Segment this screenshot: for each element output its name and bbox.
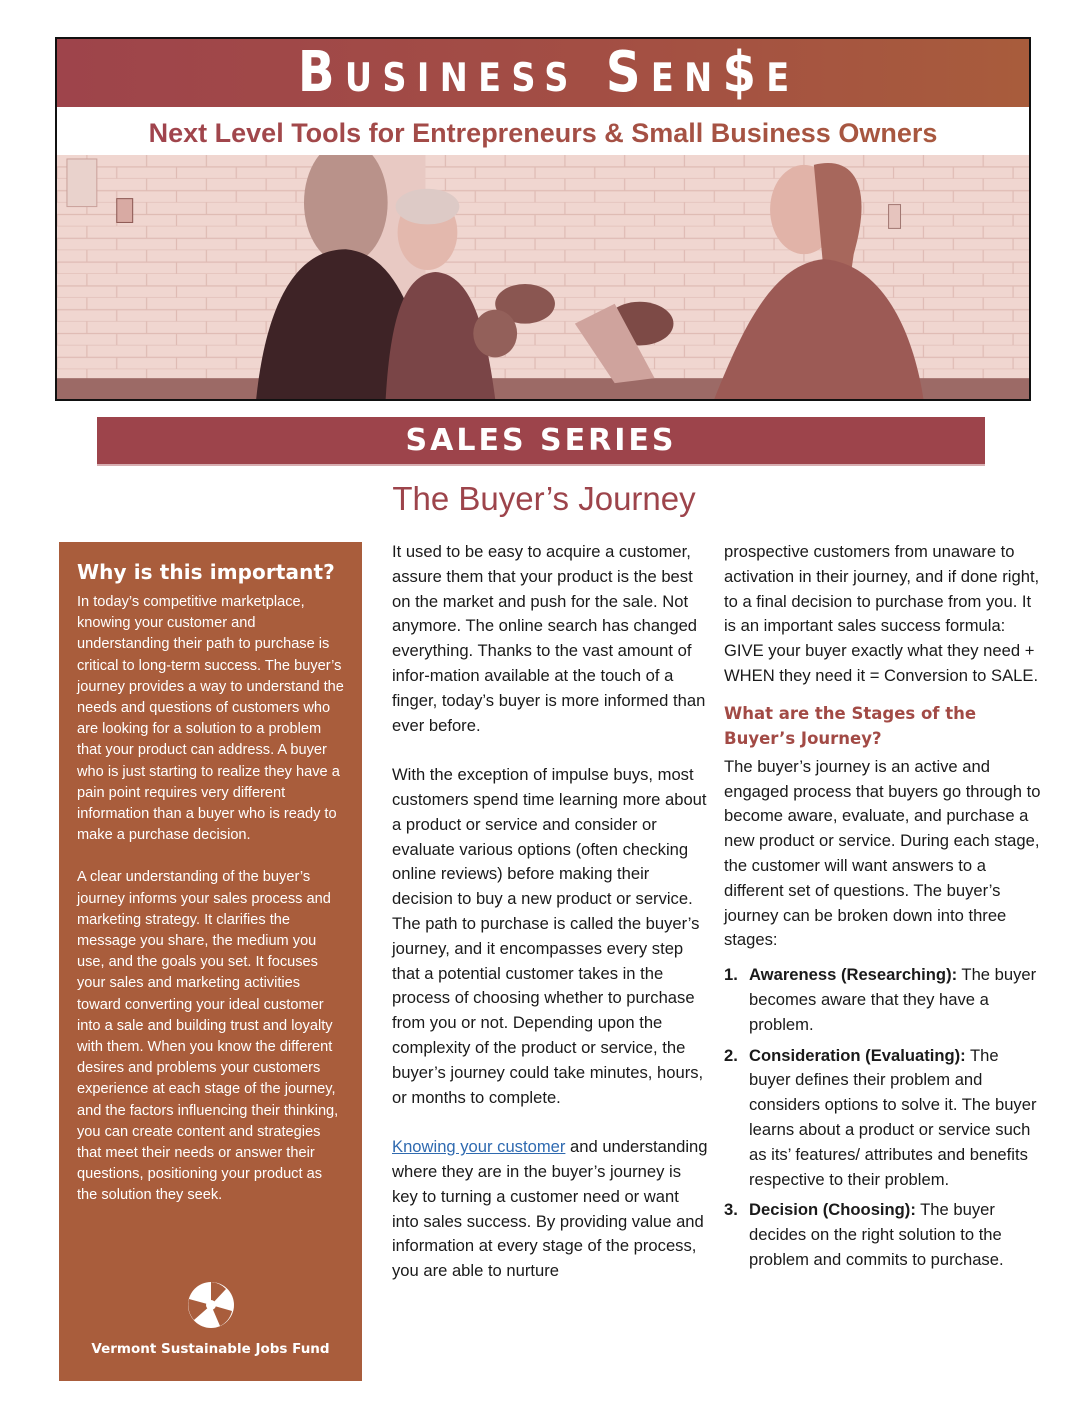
sidebar-paragraph: In today’s competitive marketplace, knowing your customer and understanding their path to purchase is critical to long-term success. The buyer’s journey provides a way to understand the needs and questions of customers who are looking for a solution to a problem that your product can address. A buyer who is just starting to realize they have a pain point requires very different information than a buyer who is ready to make a purchase decision. (77, 594, 344, 844)
outlet (117, 199, 133, 223)
why-important-box (59, 542, 362, 1381)
brand-title: Business Sen$e (298, 40, 800, 105)
yarn-skein (473, 310, 517, 358)
stage-number: 1. (724, 965, 738, 985)
wall-notice (67, 159, 97, 207)
body-column-2 (392, 540, 708, 1305)
trefoil-logo-icon (59, 1280, 362, 1330)
body-paragraph: It used to be easy to acquire a customer, assure them that your product is the best on the market and push for the sale. Not anymore. The online search has changed everything. Thanks to the vast amount of infor-mation available at the touch of a finger, today’s buyer is more informed than ever before. (392, 542, 706, 735)
knowing-your-customer-link[interactable]: Knowing your customer (392, 1137, 566, 1157)
body-paragraph: The buyer’s journey is an active and engaged process that buyers go through to become aware, evaluate, and purchase a new product or service. During each stage, the customer will want answers to a different set of questions. The buyer’s journey can be broken down into three stages: (724, 756, 1041, 950)
stage-name: Consideration (Evaluating): (749, 1045, 966, 1065)
page-title: The Buyer’s Journey (392, 480, 696, 517)
outlet (889, 205, 901, 229)
sidebar-paragraph: A clear understanding of the buyer’s journey informs your sales process and marketing strategy. It clarifies the message you share, the medium you use, and the goals you set. It focuses your sales and marketing activities toward converting your ideal customer into a sale and building trust and loyalty with them. When you know the different desires and problems your customers experience at each stage of the journey, and the factors influencing their thinking, you can create content and strategies that meet their needs or answer their questions, positioning your product as the solution they seek. (77, 869, 339, 1204)
person-center-hair (396, 189, 460, 225)
body-paragraph (392, 1135, 708, 1305)
stages-subheading: What are the Stages of the Buyer’s Journey? (724, 703, 977, 748)
tagline-text: Next Level Tools for Entrepreneurs & Small Business Owners (148, 118, 938, 148)
body-paragraph: With the exception of impulse buys, most customers spend time learning more about a product or service and consider or evaluate various options (often checking online reviews) before making their decision to buy a new product or service. The path to purchase is called the buyer’s journey, and it encompasses every step that a potential customer takes in the process of choosing whether to purchase from you or not. Depending upon the complexity of the product or service, the buyer’s journey could take minutes, hours, or months to complete. (392, 765, 707, 1107)
header-photo (57, 155, 1029, 399)
sidebar-heading: Why is this important? (77, 560, 335, 584)
stage-number: 3. (724, 1200, 738, 1220)
stage-item (724, 1044, 1044, 1193)
stage-name: Awareness (Researching): (749, 965, 958, 985)
stage-number: 2. (724, 1045, 738, 1065)
org-name: Vermont Sustainable Jobs Fund (91, 1341, 330, 1357)
stage-text: The buyer becomes aware that they have a problem. (749, 965, 1037, 1034)
stage-item (724, 963, 1044, 1037)
series-label: SALES SERIES (405, 423, 677, 458)
series-banner (97, 417, 985, 466)
masthead (55, 37, 1031, 401)
body-text: and understanding where they are in the buyer’s journey is key to turning a customer need or want into sales success. By providing value and information at every stage of the process, you are able to nurture (392, 1137, 708, 1281)
stage-text: The buyer defines their problem and considers options to solve it. The buyer learns about a product or service such as its’ features/ attributes and benefits respective to their problem. (749, 1045, 1037, 1189)
trefoil-logo-svg (186, 1280, 236, 1330)
stages-list (724, 963, 1044, 1273)
body-column-3 (724, 540, 1044, 1279)
brand-band (57, 39, 1029, 107)
photo-illustration (57, 155, 1029, 399)
stage-item (724, 1198, 1044, 1272)
stage-name: Decision (Choosing): (749, 1200, 916, 1220)
tagline (57, 111, 1029, 155)
body-paragraph-continued: prospective customers from unaware to activation in their journey, and if done right, to a final decision to purchase from you. It is an important sales success formula: GIVE your buyer exactly what they need + WHEN they need it = Conversion to SALE. (724, 542, 1040, 685)
stage-text: The buyer decides on the right solution to the problem and commits to purchase. (749, 1200, 1004, 1269)
